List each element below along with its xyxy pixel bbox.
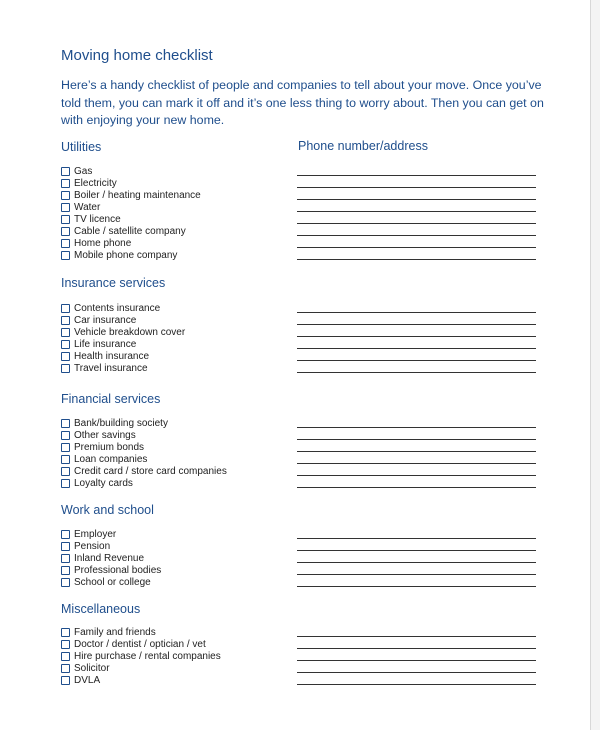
checkbox[interactable] (61, 640, 70, 649)
checkbox[interactable] (61, 328, 70, 337)
item-label: Life insurance (74, 338, 137, 350)
checkbox[interactable] (61, 251, 70, 260)
checkbox[interactable] (61, 419, 70, 428)
item-label: Solicitor (74, 662, 110, 674)
item-label: Credit card / store card companies (74, 465, 227, 477)
checklist-item-professional-bodies[interactable] (61, 564, 161, 576)
phone-address-line[interactable] (297, 223, 536, 224)
checkbox[interactable] (61, 179, 70, 188)
checklist-item-tv-licence[interactable] (61, 213, 121, 225)
phone-address-line[interactable] (297, 636, 536, 637)
phone-address-line[interactable] (297, 684, 536, 685)
checklist-item-travel-insurance[interactable] (61, 362, 148, 374)
item-label: Boiler / heating maintenance (74, 189, 201, 201)
phone-address-line[interactable] (297, 475, 536, 476)
checkbox[interactable] (61, 542, 70, 551)
checkbox[interactable] (61, 239, 70, 248)
phone-address-line[interactable] (297, 235, 536, 236)
item-label: Cable / satellite company (74, 225, 186, 237)
checklist-item-doctor[interactable] (61, 638, 206, 650)
checkbox[interactable] (61, 215, 70, 224)
item-label: TV licence (74, 213, 121, 225)
checklist-item-electricity[interactable] (61, 177, 117, 189)
item-label: Mobile phone company (74, 249, 178, 261)
checklist-item-loan-companies[interactable] (61, 453, 147, 465)
item-label: Health insurance (74, 350, 150, 362)
checklist-item-health-insurance[interactable] (61, 350, 149, 362)
item-label: Travel insurance (74, 362, 148, 374)
checklist-item-inland-revenue[interactable] (61, 552, 144, 564)
item-label: Pension (74, 540, 111, 552)
checklist-item-bank[interactable] (61, 417, 168, 429)
checklist-item-loyalty-cards[interactable] (61, 477, 133, 489)
section-title-financial: Financial services (61, 392, 161, 406)
phone-address-line[interactable] (297, 648, 536, 649)
checkbox[interactable] (61, 191, 70, 200)
phone-address-line[interactable] (297, 372, 536, 373)
checkbox[interactable] (61, 530, 70, 539)
checkbox[interactable] (61, 431, 70, 440)
checkbox[interactable] (61, 554, 70, 563)
section-title-utilities: Utilities (61, 140, 102, 154)
phone-address-line[interactable] (297, 660, 536, 661)
checklist-item-dvla[interactable] (61, 674, 100, 686)
checklist-item-water[interactable] (61, 201, 100, 213)
phone-address-line[interactable] (297, 336, 536, 337)
checkbox[interactable] (61, 352, 70, 361)
item-label: Contents insurance (74, 302, 161, 314)
item-label: Electricity (74, 177, 117, 189)
item-label: Home phone (74, 237, 132, 249)
checkbox[interactable] (61, 340, 70, 349)
item-label: Doctor / dentist / optician / vet (74, 638, 206, 650)
phone-address-line[interactable] (297, 550, 536, 551)
checklist-item-family-friends[interactable] (61, 626, 156, 638)
checklist-item-cable[interactable] (61, 225, 186, 237)
phone-address-line[interactable] (297, 187, 536, 188)
checkbox[interactable] (61, 304, 70, 313)
checklist-item-life-insurance[interactable] (61, 338, 136, 350)
checklist-item-employer[interactable] (61, 528, 116, 540)
checklist-item-vehicle-breakdown[interactable] (61, 326, 185, 338)
checklist-item-hire-purchase[interactable] (61, 650, 221, 662)
checkbox[interactable] (61, 455, 70, 464)
checkbox[interactable] (61, 203, 70, 212)
checklist-item-gas[interactable] (61, 165, 92, 177)
phone-address-line[interactable] (297, 586, 536, 587)
checklist-item-mobile-phone[interactable] (61, 249, 177, 261)
item-label: Employer (74, 528, 117, 540)
item-label: Loan companies (74, 453, 148, 465)
item-label: Water (74, 201, 101, 213)
section-title-work-school: Work and school (61, 503, 154, 517)
phone-address-line[interactable] (297, 199, 536, 200)
item-label: Family and friends (74, 626, 156, 638)
phone-address-line[interactable] (297, 348, 536, 349)
checkbox[interactable] (61, 364, 70, 373)
phone-address-line[interactable] (297, 211, 536, 212)
checkbox[interactable] (61, 479, 70, 488)
item-label: Bank/building society (74, 417, 168, 429)
phone-address-line[interactable] (297, 562, 536, 563)
checklist-item-home-phone[interactable] (61, 237, 131, 249)
item-label: Other savings (74, 429, 136, 441)
phone-address-line[interactable] (297, 259, 536, 260)
phone-address-line[interactable] (297, 463, 536, 464)
phone-address-line[interactable] (297, 451, 536, 452)
checkbox[interactable] (61, 566, 70, 575)
checklist-item-solicitor[interactable] (61, 662, 110, 674)
checkbox[interactable] (61, 316, 70, 325)
phone-address-line[interactable] (297, 538, 536, 539)
phone-address-line[interactable] (297, 312, 536, 313)
checkbox[interactable] (61, 443, 70, 452)
phone-address-header: Phone number/address (298, 139, 428, 153)
section-title-miscellaneous: Miscellaneous (61, 602, 141, 616)
page-title: Moving home checklist (61, 47, 213, 64)
checkbox[interactable] (61, 652, 70, 661)
item-label: Premium bonds (74, 441, 145, 453)
checkbox[interactable] (61, 467, 70, 476)
intro-paragraph: Here’s a handy checklist of people and companies to tell about your move. Once you’ve told them, you can mark it off and it’s one less thing to worry about. Then you can get on with enjoying your new home. (61, 78, 544, 127)
checkbox[interactable] (61, 676, 70, 685)
phone-address-line[interactable] (297, 439, 536, 440)
item-label: School or college (74, 576, 151, 588)
item-label: Vehicle breakdown cover (74, 326, 186, 338)
item-label: Loyalty cards (74, 477, 133, 489)
section-title-insurance: Insurance services (61, 276, 166, 290)
item-label: Gas (74, 165, 93, 177)
checkbox[interactable] (61, 628, 70, 637)
item-label: Professional bodies (74, 564, 162, 576)
checklist-item-school-college[interactable] (61, 576, 151, 588)
checklist-item-pension[interactable] (61, 540, 110, 552)
phone-address-line[interactable] (297, 487, 536, 488)
phone-address-line[interactable] (297, 360, 536, 361)
phone-address-line[interactable] (297, 324, 536, 325)
checklist-item-premium-bonds[interactable] (61, 441, 144, 453)
checkbox[interactable] (61, 578, 70, 587)
checkbox[interactable] (61, 167, 70, 176)
checklist-item-other-savings[interactable] (61, 429, 136, 441)
checkbox[interactable] (61, 664, 70, 673)
phone-address-line[interactable] (297, 247, 536, 248)
phone-address-line[interactable] (297, 672, 536, 673)
phone-address-line[interactable] (297, 427, 536, 428)
checkbox[interactable] (61, 227, 70, 236)
item-label: Car insurance (74, 314, 137, 326)
item-label: Hire purchase / rental companies (74, 650, 221, 662)
phone-address-line[interactable] (297, 574, 536, 575)
checklist-item-credit-card[interactable] (61, 465, 227, 477)
phone-address-line[interactable] (297, 175, 536, 176)
checklist-item-car-insurance[interactable] (61, 314, 136, 326)
checklist-item-boiler[interactable] (61, 189, 201, 201)
item-label: Inland Revenue (74, 552, 145, 564)
item-label: DVLA (74, 674, 101, 686)
checklist-item-contents-insurance[interactable] (61, 302, 160, 314)
